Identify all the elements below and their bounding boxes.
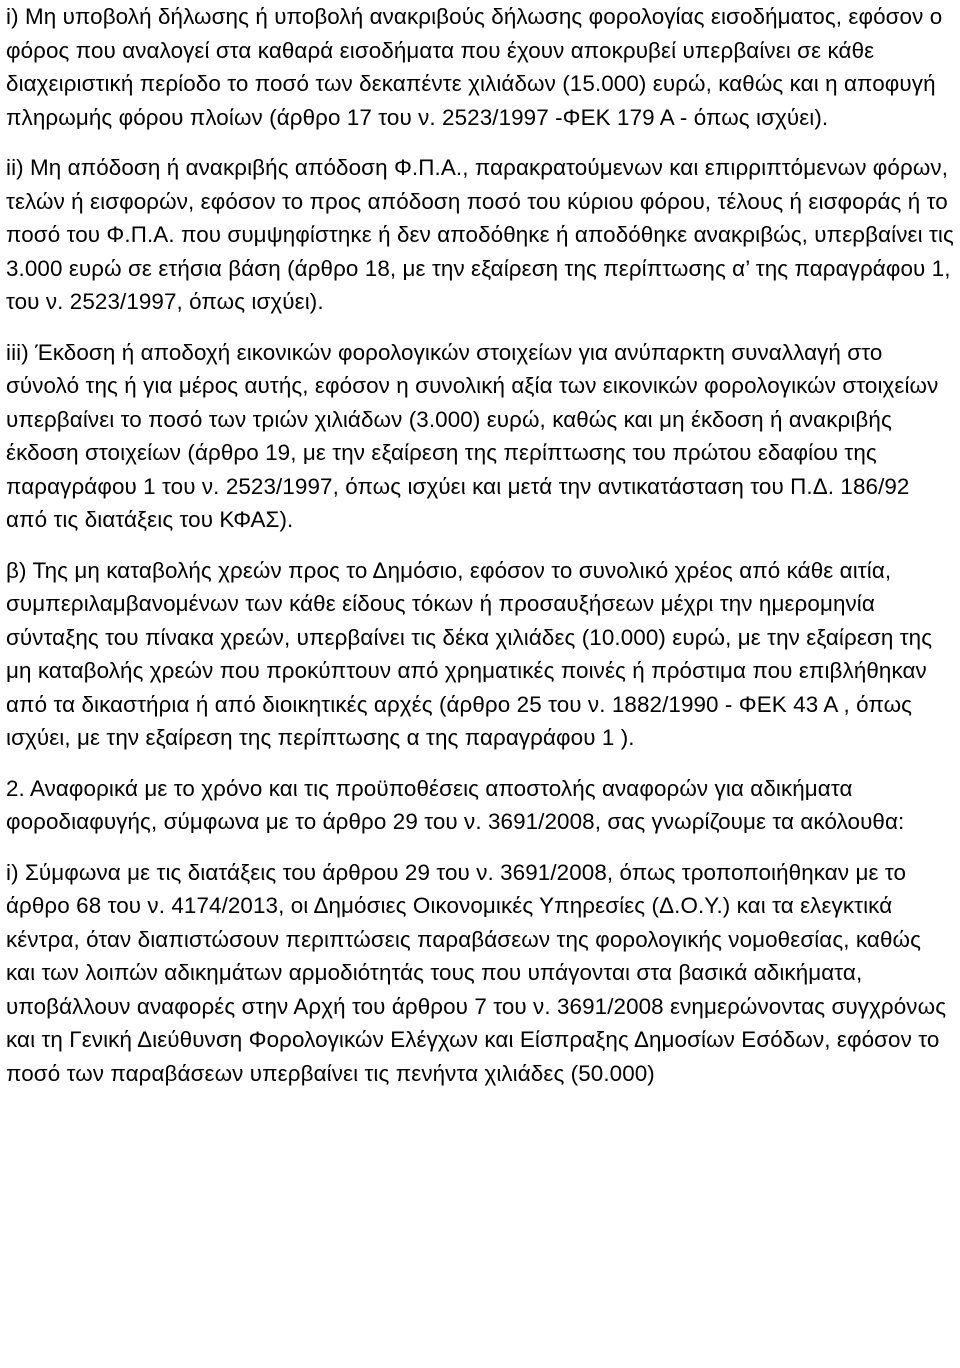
paragraph-ii-vat: ii) Μη απόδοση ή ανακριβής απόδοση Φ.Π.Α., παρακρατούμενων και επιρριπτόμενων φόρων, τελών ή εισφορών, εφόσον το προς απόδοση ποσό του κύριου φόρου, τέλους ή εισφοράς ή το ποσό του Φ.Π.Α. που συμψηφίστηκε ή δεν αποδόθηκε ή αποδόθηκε ανακριβώς, υπερβαίνει τις 3.000 ευρώ σε ετήσια βάση (άρθρο 18, με την εξαίρεση της περίπτωσης α’ της παραγράφου 1, του ν. 2523/1997, όπως ισχύει).	[6, 155, 954, 314]
paragraph-2-reporting: 2. Αναφορικά με το χρόνο και τις προϋποθέσεις αποστολής αναφορών για αδικήματα φοροδιαφυγής, σύμφωνα με το άρθρο 29 του ν. 3691/2008, σας γνωρίζουμε τα ακόλουθα:	[6, 775, 905, 834]
paragraph-i-income-tax: i) Μη υποβολή δήλωσης ή υποβολή ανακριβούς δήλωσης φορολογίας εισοδήματος, εφόσον ο φόρος που αναλογεί στα καθαρά εισοδήματα που έχουν αποκρυβεί υπερβαίνει σε κάθε διαχειριστική περίοδο το ποσό των δεκαπέντε χιλιάδων (15.000) ευρώ, καθώς και η αποφυγή πληρωμής φόρου πλοίων (άρθρο 17 του ν. 2523/1997 -ΦΕΚ 179 Α - όπως ισχύει).	[6, 4, 943, 130]
paragraph-i-article-29: i) Σύμφωνα με τις διατάξεις του άρθρου 29 του ν. 3691/2008, όπως τροποποιήθηκαν με το άρθρο 68 του ν. 4174/2013, οι Δημόσιες Οικονομικές Υπηρεσίες (Δ.Ο.Υ.) και τα ελεγκτικά κέντρα, όταν διαπιστώσουν περιπτώσεις παραβάσεων της φορολογικής νομοθεσίας, καθώς και των λοιπών αδικημάτων αρμοδιότητάς τους που υπάγονται στα βασικά αδικήματα, υποβάλλουν αναφορές στην Αρχή του άρθρου 7 του ν. 3691/2008 ενημερώνοντας συγχρόνως και τη Γενική Διεύθυνση Φορολογικών Ελέγχων και Είσπραξης Δημοσίων Εσόδων, εφόσον το ποσό των παραβάσεων υπερβαίνει τις πενήντα χιλιάδες (50.000)	[6, 859, 947, 1086]
paragraph-b-public-debts: β) Της μη καταβολής χρεών προς το Δημόσιο, εφόσον το συνολικό χρέος από κάθε αιτία, συμπεριλαμβανομένων των κάθε είδους τόκων ή προσαυξήσεων μέχρι την ημερομηνία σύνταξης του πίνακα χρεών, υπερβαίνει τις δέκα χιλιάδες (10.000) ευρώ, με την εξαίρεση της μη καταβολής χρεών που προκύπτουν από χρηματικές ποινές ή πρόστιμα που επιβλήθηκαν από τα δικαστήρια ή από διοικητικές αρχές (άρθρο 25 του ν. 1882/1990 - ΦΕΚ 43 Α , όπως ισχύει, με την εξαίρεση της περίπτωσης α της παραγράφου 1 ).	[6, 557, 933, 750]
document-page	[6, 0, 956, 1105]
paragraph-iii-fictitious-invoices: iii) Έκδοση ή αποδοχή εικονικών φορολογικών στοιχείων για ανύπαρκτη συναλλαγή στο σύνολό της ή για μέρος αυτής, εφόσον η συνολική αξία των εικονικών φορολογικών στοιχείων υπερβαίνει το ποσό των τριών χιλιάδων (3.000) ευρώ, καθώς και μη έκδοση ή ανακριβής έκδοση στοιχείων (άρθρο 19, με την εξαίρεση της περίπτωσης του πρώτου εδαφίου της παραγράφου 1 του ν. 2523/1997, όπως ισχύει και μετά την αντικατάσταση του Π.Δ. 186/92 από τις διατάξεις του ΚΦΑΣ).	[6, 339, 939, 532]
